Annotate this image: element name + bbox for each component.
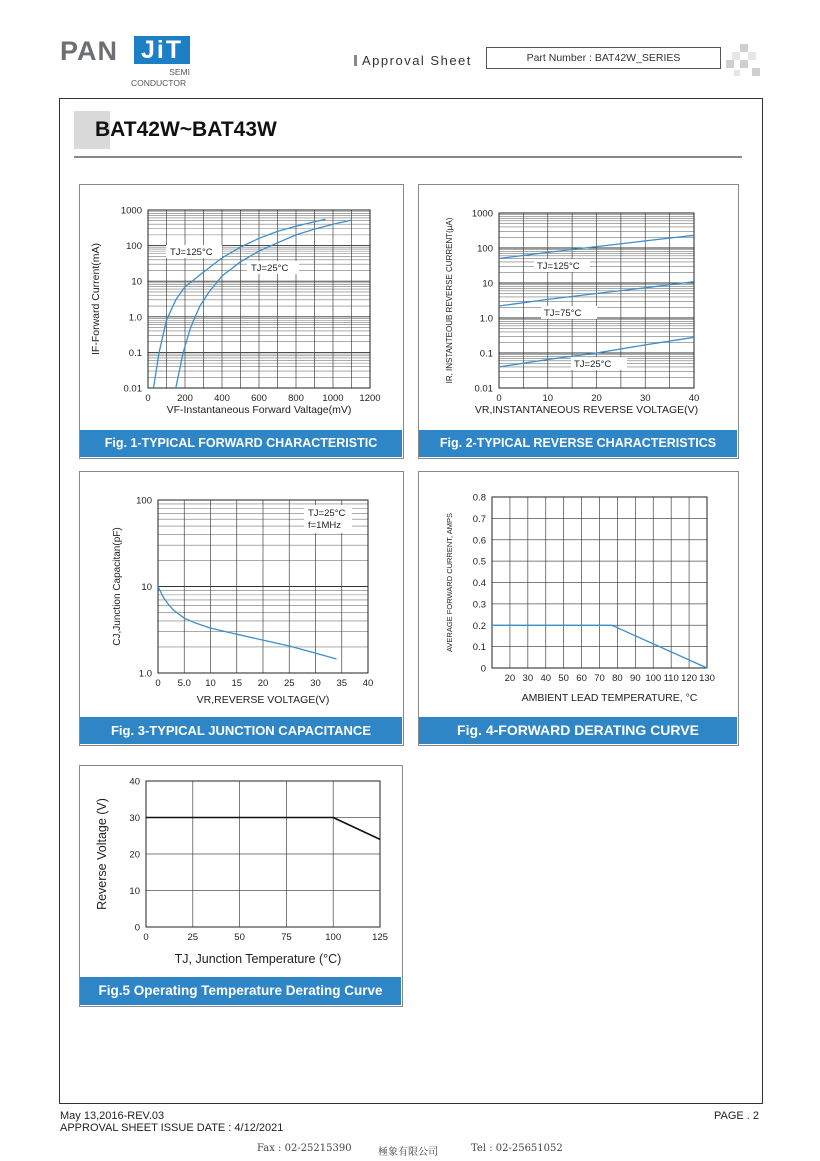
fig2-caption: Fig. 2-TYPICAL REVERSE CHARACTERISTICS [419, 430, 737, 457]
logo-semi-text: SEMI [169, 67, 190, 77]
x-tick-label: 600 [251, 393, 267, 404]
y-tick-label: 10 [482, 278, 493, 290]
x-tick-label: 110 [663, 673, 679, 684]
x-axis-label: TJ, Junction Temperature (°C) [174, 952, 342, 966]
footer-issue-date: APPROVAL SHEET ISSUE DATE : 4/12/2021 [60, 1122, 284, 1134]
fig5-chart [80, 766, 401, 976]
x-tick-label: 5.0 [177, 678, 191, 689]
y-tick-label: 0.7 [472, 513, 486, 525]
y-tick-label: 100 [126, 241, 142, 253]
y-tick-label: 0.6 [472, 535, 486, 547]
x-tick-label: 25 [283, 678, 295, 689]
curve-label-125c: TJ=125°C [537, 261, 580, 272]
x-tick-label: 1200 [359, 393, 381, 404]
x-tick-label: 25 [187, 932, 199, 943]
y-tick-label: 0.3 [472, 599, 486, 611]
y-tick-label: 100 [477, 243, 493, 255]
x-tick-label: 30 [522, 673, 534, 684]
y-tick-label: 0 [134, 922, 140, 934]
footer-fax: Fax : 02-25215390 [257, 1143, 352, 1154]
y-tick-label: 0.4 [472, 578, 486, 589]
x-tick-label: 70 [594, 673, 605, 684]
y-tick-label: 0.01 [123, 383, 142, 395]
y-tick-label: 1000 [471, 208, 493, 220]
decorative-squares-icon [726, 44, 762, 80]
y-tick-label: 10 [131, 276, 142, 288]
x-tick-label: 90 [630, 673, 641, 684]
x-tick-label: 400 [214, 393, 230, 404]
y-tick-label: 0.8 [472, 492, 486, 504]
x-axis-label: AMBIENT LEAD TEMPERATURE, °C [521, 692, 698, 704]
x-tick-label: 125 [372, 932, 388, 943]
x-tick-label: 80 [612, 673, 623, 684]
y-axis-label: IR, INSTANTEOUB REVERSE CURRENT(µA) [445, 217, 454, 384]
series-line [154, 219, 326, 388]
y-tick-label: 1.0 [479, 313, 493, 325]
x-tick-label: 60 [576, 673, 587, 684]
y-tick-label: 10 [129, 886, 140, 897]
note-frequency: f=1MHz [308, 520, 341, 531]
logo-pan-text: PAN [60, 36, 119, 66]
y-tick-label: 0.2 [472, 620, 486, 632]
y-tick-label: 20 [129, 849, 140, 861]
y-tick-label: 40 [129, 776, 140, 788]
y-tick-label: 10 [141, 582, 152, 593]
x-tick-label: 20 [591, 393, 602, 404]
fig1-caption: Fig. 1-TYPICAL FORWARD CHARACTERISTIC [80, 430, 402, 457]
series-line [146, 818, 380, 840]
part-number-box: Part Number : BAT42W_SERIES [486, 47, 721, 69]
y-tick-label: 0.1 [472, 642, 486, 654]
x-tick-label: 0 [155, 678, 161, 689]
x-tick-label: 120 [681, 673, 698, 684]
footer-tel: Tel : 02-25651052 [471, 1143, 563, 1154]
x-tick-label: 40 [688, 393, 700, 404]
y-tick-label: 0 [480, 663, 486, 675]
footer-page: PAGE . 2 [714, 1110, 760, 1122]
y-tick-label: 0.1 [128, 347, 142, 359]
y-axis-label: Reverse Voltage (V) [95, 798, 109, 910]
x-axis-label: VR,INSTANTANEOUS REVERSE VOLTAGE(V) [474, 404, 699, 416]
y-axis-label: CJ,Junction Capacitan(pF) [112, 527, 123, 646]
note-temperature: TJ=25°C [308, 508, 346, 519]
x-tick-label: 0 [143, 932, 149, 943]
x-tick-label: 20 [504, 673, 516, 684]
x-axis-label: VF-Instantaneous Forward Valtage(mV) [166, 404, 352, 416]
x-tick-label: 20 [257, 678, 269, 689]
x-axis-label: VR,REVERSE VOLTAGE(V) [196, 694, 330, 706]
x-tick-label: 30 [639, 393, 651, 404]
y-axis-label: IF-Forward Current(mA) [90, 242, 102, 356]
footer-company: 極象有限公司 [378, 1147, 438, 1158]
x-tick-label: 50 [234, 932, 245, 943]
x-tick-label: 800 [288, 393, 304, 404]
x-tick-label: 50 [558, 673, 569, 684]
curve-label-25c: TJ=25°C [574, 359, 612, 370]
x-tick-label: 200 [177, 393, 193, 404]
fig5-caption: Fig.5 Operating Temperature Derating Curve [80, 977, 401, 1005]
logo-conductor-text: CONDUCTOR [131, 78, 187, 88]
y-tick-label: 100 [136, 495, 152, 507]
curve-label-25c: TJ=25°C [251, 263, 289, 274]
fig2-chart [419, 185, 737, 429]
logo-jit-badge: JiT [134, 36, 190, 64]
x-tick-label: 30 [310, 678, 321, 689]
approval-bar-icon [354, 55, 357, 66]
series-line [158, 587, 337, 660]
y-tick-label: 1.0 [128, 312, 142, 324]
x-tick-label: 0 [496, 393, 502, 404]
y-tick-label: 1.0 [138, 668, 152, 680]
fig4-chart [419, 472, 737, 716]
fig3-chart [80, 472, 402, 716]
y-tick-label: 0.5 [472, 556, 486, 568]
x-tick-label: 75 [281, 932, 292, 943]
x-tick-label: 100 [325, 932, 342, 943]
fig3-caption: Fig. 3-TYPICAL JUNCTION CAPACITANCE [80, 717, 402, 744]
x-tick-label: 40 [362, 678, 374, 689]
curve-label-125c: TJ=125°C [170, 247, 213, 258]
footer-date-rev: May 13,2016-REV.03 [60, 1110, 165, 1122]
x-tick-label: 35 [336, 678, 348, 689]
x-tick-label: 40 [540, 673, 552, 684]
x-tick-label: 130 [699, 673, 715, 684]
x-tick-label: 100 [645, 673, 662, 684]
y-tick-label: 30 [129, 813, 140, 824]
x-tick-label: 0 [145, 393, 151, 404]
page-title: BAT42W~BAT43W [95, 118, 277, 141]
y-tick-label: 1000 [120, 205, 142, 217]
y-tick-label: 0.1 [479, 348, 493, 360]
x-tick-label: 10 [542, 393, 554, 404]
y-axis-label: AVERAGE FORWARD CURRENT, AMPS [445, 512, 454, 653]
y-tick-label: 0.01 [474, 383, 493, 395]
curve-label-75c: TJ=75°C [544, 308, 582, 319]
approval-sheet-label: Approval Sheet [362, 53, 472, 68]
x-tick-label: 15 [231, 678, 243, 689]
fig1-chart [80, 185, 402, 429]
x-tick-label: 1000 [322, 393, 344, 404]
fig4-caption: Fig. 4-FORWARD DERATING CURVE [419, 717, 737, 744]
x-tick-label: 10 [205, 678, 216, 689]
title-divider [74, 156, 742, 158]
